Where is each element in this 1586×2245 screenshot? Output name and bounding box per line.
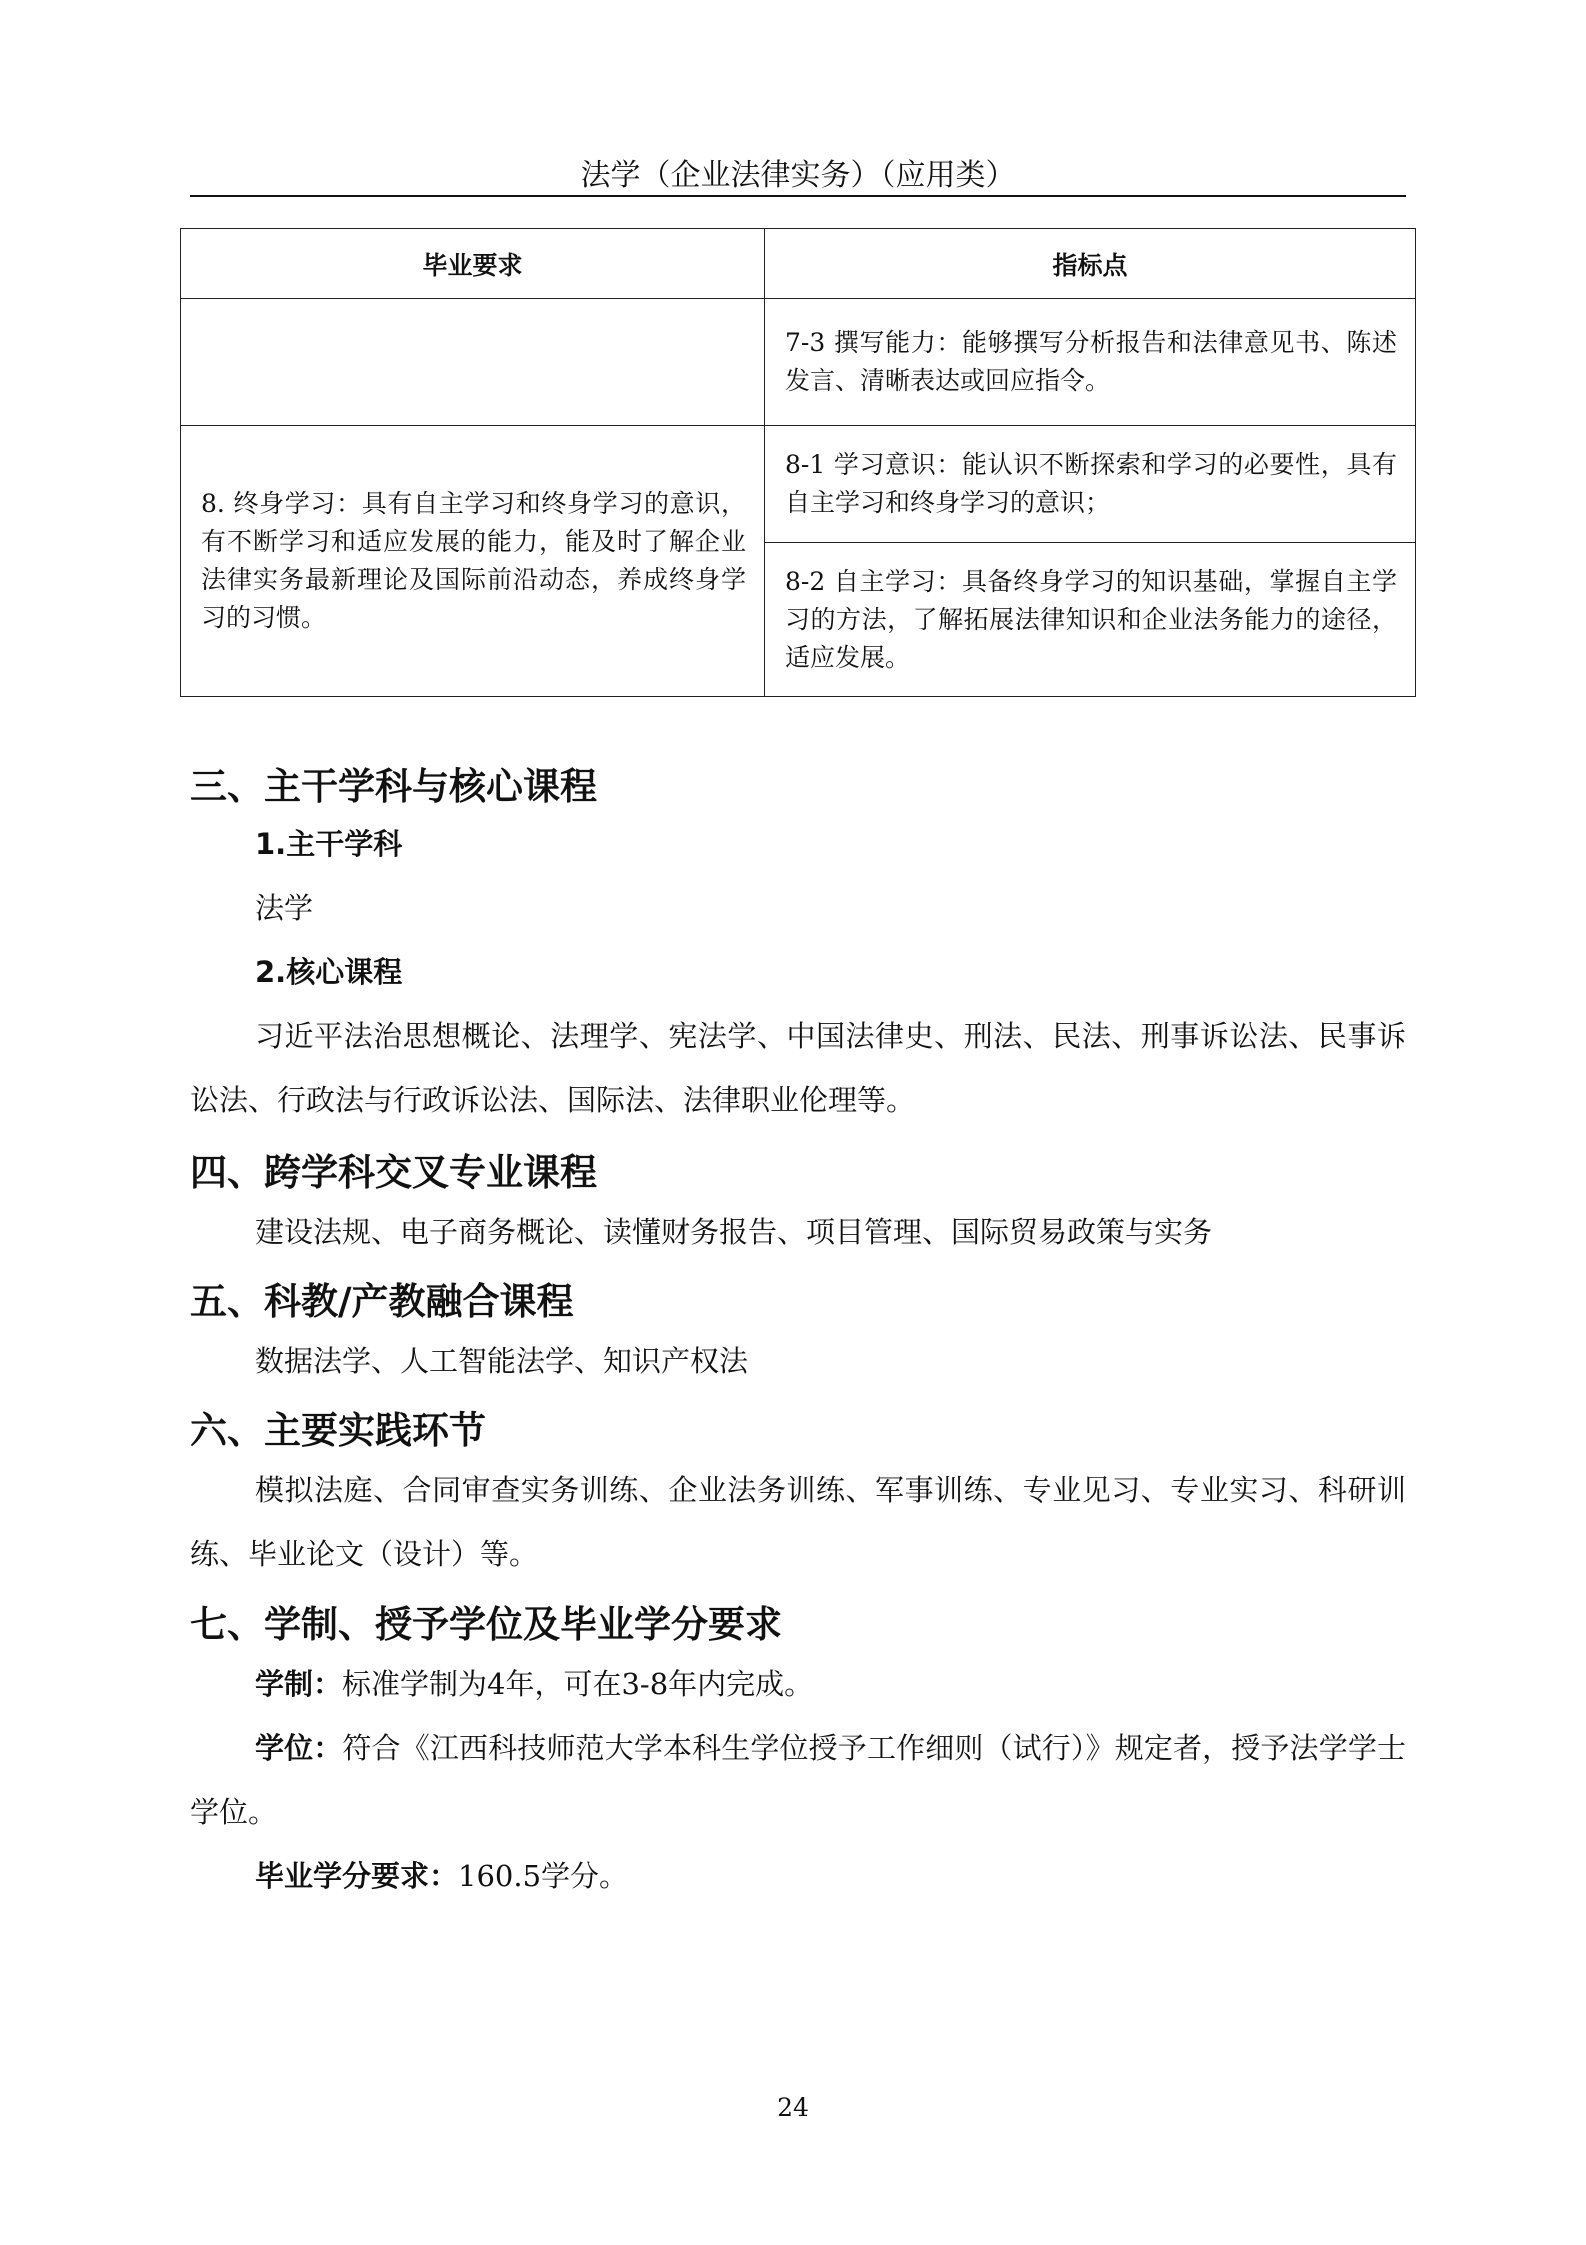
page-header-title: 法学（企业法律实务）（应用类） <box>580 158 1016 193</box>
credits-text: 160.5学分。 <box>458 1859 629 1893</box>
column-header-indicator: 指标点 <box>765 229 1416 299</box>
degree-text: 符合《江西科技师范大学本科生学位授予工作细则（试行）》规定者，授予法学学士学位。 <box>190 1731 1406 1829</box>
section-5 <box>190 1277 1406 1393</box>
table-header-row <box>181 229 1416 299</box>
indicator-cell: 8-2 自主学习：具备终身学习的知识基础，掌握自主学习的方法，了解拓展法律知识和企业法务能力的途径，适应发展。 <box>765 543 1416 697</box>
duration-label: 学制： <box>255 1667 343 1701</box>
page-number: 24 <box>777 2093 809 2122</box>
section-heading: 三、主干学科与核心课程 <box>190 765 597 808</box>
paragraph: 习近平法治思想概论、法理学、宪法学、中国法律史、刑法、民法、刑事诉讼法、民事诉讼法、行政法与行政诉讼法、国际法、法律职业伦理等。 <box>190 1019 1406 1117</box>
paragraph-duration <box>190 1652 1406 1716</box>
subsection-heading: 2.核心课程 <box>255 955 403 989</box>
degree-label: 学位： <box>255 1731 343 1765</box>
duration-text: 标准学制为4年，可在3-8年内完成。 <box>342 1667 814 1701</box>
paragraph: 数据法学、人工智能法学、知识产权法 <box>255 1344 749 1378</box>
header-divider <box>190 195 1406 197</box>
section-heading: 六、主要实践环节 <box>190 1409 486 1452</box>
graduation-requirements-table <box>180 228 1416 697</box>
section-3 <box>190 762 1406 1132</box>
paragraph: 模拟法庭、合同审查实务训练、企业法务训练、军事训练、专业见习、专业实习、科研训练、毕业论文（设计）等。 <box>190 1473 1406 1571</box>
section-7 <box>190 1600 1406 1908</box>
credits-label: 毕业学分要求： <box>255 1859 459 1893</box>
paragraph-degree <box>190 1716 1406 1844</box>
subsection-heading: 1.主干学科 <box>255 827 403 861</box>
section-4 <box>190 1148 1406 1264</box>
table-row <box>181 299 1416 426</box>
section-heading: 七、学制、授予学位及毕业学分要求 <box>190 1603 782 1646</box>
requirement-cell: 8. 终身学习：具有自主学习和终身学习的意识，有不断学习和适应发展的能力，能及时了解企业法律实务最新理论及国际前沿动态，养成终身学习的习惯。 <box>181 426 765 697</box>
paragraph-credits <box>190 1844 1406 1908</box>
table-row <box>181 426 1416 543</box>
section-heading: 五、科教/产教融合课程 <box>190 1280 574 1323</box>
indicator-cell: 8-1 学习意识：能认识不断探索和学习的必要性，具有自主学习和终身学习的意识； <box>765 426 1416 543</box>
column-header-requirement: 毕业要求 <box>181 229 765 299</box>
section-heading: 四、跨学科交叉专业课程 <box>190 1151 597 1194</box>
requirement-cell <box>181 299 765 426</box>
section-6 <box>190 1406 1406 1586</box>
indicator-cell: 7-3 撰写能力：能够撰写分析报告和法律意见书、陈述发言、清晰表达或回应指令。 <box>765 299 1416 426</box>
paragraph: 建设法规、电子商务概论、读懂财务报告、项目管理、国际贸易政策与实务 <box>255 1215 1213 1249</box>
paragraph: 法学 <box>255 891 314 925</box>
